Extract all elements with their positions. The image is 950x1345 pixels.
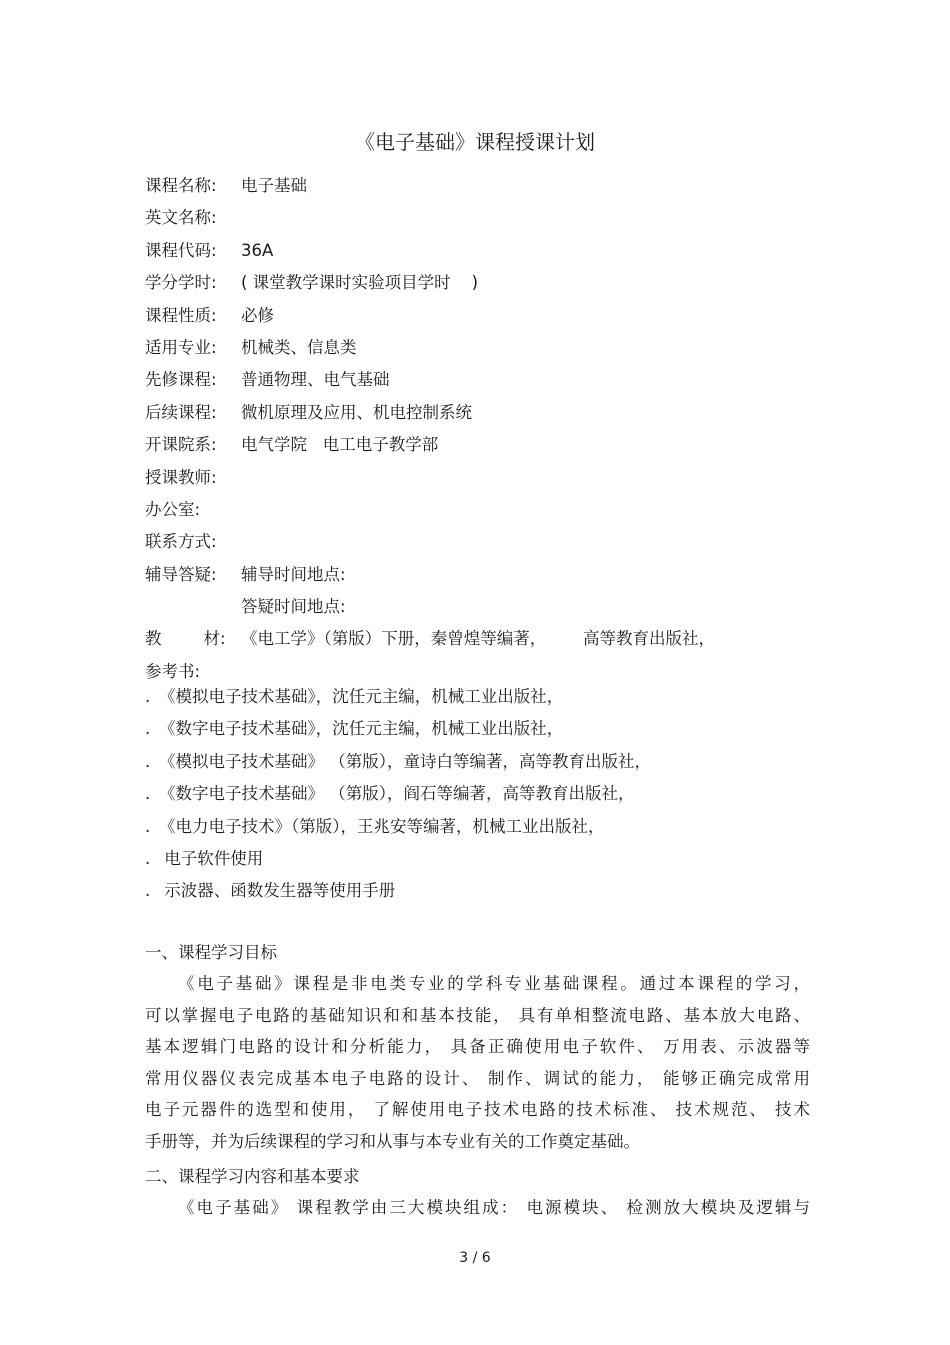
field-label: 开课院系: [145, 435, 217, 455]
paragraph-line: 电子元器件的选型和使用， 了解使用电子技术电路的技术标准、 技术规范、 技术 [145, 1100, 810, 1119]
field-label: 课程名称: [145, 176, 217, 195]
list-bullet: . [145, 784, 151, 804]
field-office [145, 496, 825, 528]
field-label: 适用专业: [145, 337, 217, 357]
field-qa-time [145, 593, 825, 625]
list-bullet: . [145, 848, 151, 868]
content-paragraph [145, 1192, 810, 1224]
reference-list [145, 683, 825, 910]
reference-text: 《数字电子技术基础》 （第版），阎石等编著，高等教育出版社， [159, 784, 635, 804]
list-bullet: . [145, 751, 151, 771]
list-bullet: . [145, 719, 151, 739]
list-item [145, 845, 825, 877]
field-label: 联系方式: [145, 532, 217, 552]
paragraph-line: 常用仪器仪表完成基本电子电路的设计、 制作、调试的能力， 能够正确完成常用 [145, 1068, 810, 1088]
field-value: 微机原理及应用、机电控制系统 [241, 402, 472, 422]
field-label: 学分学时: [145, 273, 217, 293]
field-label: 办公室: [145, 499, 201, 519]
field-course-code [145, 237, 825, 269]
field-contact [145, 528, 825, 560]
field-label: 教 材: [145, 629, 226, 649]
field-course-nature [145, 302, 825, 334]
field-label: 英文名称: [145, 208, 217, 228]
field-value: 答疑时间地点: [241, 597, 346, 617]
section-heading-objectives: 一、课程学习目标 [145, 943, 277, 962]
paragraph-line: 手册等，并为后续课程的学习和从事与本专业有关的工作奠定基础。 [145, 1131, 640, 1151]
field-label: 先修课程: [145, 370, 217, 390]
paragraph-line: 可以掌握电子电路的基础知识和和基本技能， 具有单相整流电路、基本放大电路、 [145, 1005, 810, 1025]
field-value: 机械类、信息类 [241, 337, 357, 357]
field-label: 授课教师: [145, 467, 217, 487]
paragraph-line: 《电子基础》课程是非电类专业的学科专业基础课程。通过本课程的学习， [178, 974, 810, 993]
objectives-paragraph [145, 968, 810, 1157]
list-bullet: . [145, 816, 151, 836]
field-label: 课程代码: [145, 240, 217, 260]
page-number: 3 / 6 [459, 1250, 491, 1266]
field-label: 课程性质: [145, 305, 217, 325]
section-heading-content: 二、课程学习内容和基本要求 [145, 1167, 360, 1186]
field-english-name [145, 204, 825, 236]
field-course-name [145, 172, 825, 204]
field-value: 电子基础 [241, 176, 307, 195]
list-item [145, 813, 825, 845]
reference-text: 《模拟电子技术基础》，沈任元主编，机械工业出版社， [159, 687, 564, 706]
list-bullet: . [145, 687, 151, 706]
paragraph-line: 《电子基础》 课程教学由三大模块组成： 电源模块、 检测放大模块及逻辑与 [178, 1198, 810, 1217]
field-majors [145, 334, 825, 366]
field-label: 辅导答疑: [145, 564, 217, 584]
list-item [145, 877, 825, 909]
field-value: ( 课堂教学课时实验项目学时 ) [241, 273, 479, 293]
list-item [145, 780, 825, 812]
list-item [145, 748, 825, 780]
paragraph-line: 基本逻辑门电路的设计和分析能力， 具备正确使用电子软件、 万用表、示波器等 [145, 1037, 810, 1056]
list-item [145, 715, 825, 747]
reference-text: 《电力电子技术》（第版），王兆安等编著，机械工业出版社， [159, 816, 605, 836]
course-info-fields [145, 172, 825, 690]
field-credit-hours [145, 269, 825, 301]
field-tutoring [145, 561, 825, 593]
field-value: 必修 [241, 305, 274, 325]
field-value: 电气学院 电工电子教学部 [241, 435, 439, 455]
field-instructor [145, 464, 825, 496]
field-value: 36A [241, 240, 274, 260]
field-label: 后续课程: [145, 402, 217, 422]
list-bullet: . [145, 881, 151, 901]
field-label: 参考书: [145, 661, 201, 681]
reference-text: 《模拟电子技术基础》 （第版），童诗白等编著，高等教育出版社， [159, 751, 651, 771]
field-prerequisites [145, 366, 825, 398]
reference-text: 电子软件使用 [159, 848, 264, 868]
reference-text: 示波器、函数发生器等使用手册 [159, 881, 396, 901]
list-item [145, 683, 825, 715]
reference-text: 《数字电子技术基础》，沈任元主编，机械工业出版社， [159, 719, 564, 739]
field-value: 普通物理、电气基础 [241, 370, 390, 390]
document-title: 《电子基础》课程授课计划 [355, 130, 595, 154]
field-value: 辅导时间地点: [241, 564, 346, 584]
field-department [145, 431, 825, 463]
field-follow-up-courses [145, 399, 825, 431]
field-value: 《电工学》（第版）下册，秦曾煌等编著， 高等教育出版社， [241, 629, 715, 649]
field-textbook [145, 625, 825, 657]
